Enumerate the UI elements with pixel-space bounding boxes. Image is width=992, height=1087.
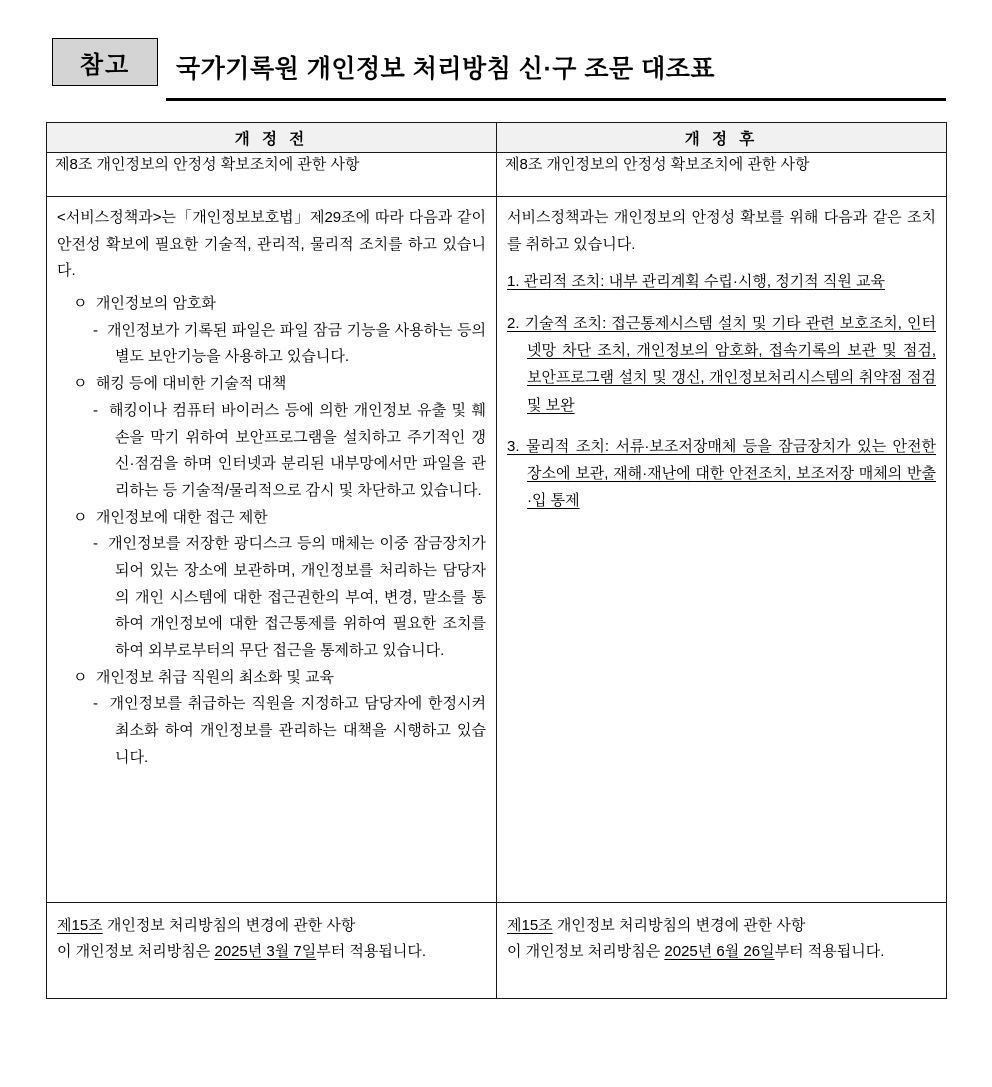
article-8-body-row (47, 197, 947, 903)
before-bullet-encryption: ㅇ 개인정보의 암호화 (73, 295, 216, 313)
spacer (507, 260, 936, 268)
before-bullet-staff-training: ㅇ 개인정보 취급 직원의 최소화 및 교육 (73, 668, 335, 686)
article-15-before-heading: 제15조 개인정보 처리방침의 변경에 관한 사항 (57, 917, 356, 934)
article-15-after-heading: 제15조 개인정보 처리방침의 변경에 관한 사항 (507, 917, 806, 934)
column-header-after: 개 정 후 (497, 123, 947, 153)
article-15-before-cell (47, 903, 497, 999)
article-15-after-cell (497, 903, 947, 999)
article-8-before-body-cell (47, 197, 497, 903)
after-measure-physical: 3. 물리적 조치: 서류·보조저장매체 등을 잠금장치가 있는 안전한 장소에 보관, 재해·재난에 대한 안전조치, 보조저장 매체의 반출·입 통제 (507, 437, 936, 510)
title-underline-rule (166, 36, 946, 101)
before-detail-hacking: - 해킹이나 컴퓨터 바이러스 등에 의한 개인정보 유출 및 훼손을 막기 위하여 보안프로그램을 설치하고 주기적인 갱신·점검을 하며 인터넷과 분리된 내부망에서만 파일을 관리하는 등 기술적/물리적으로 감시 및 차단하고 있습니다. (93, 401, 486, 499)
table-header-row (47, 123, 947, 153)
before-bullet-access-restriction: ㅇ 개인정보에 대한 접근 제한 (73, 508, 268, 526)
article-8-after-heading-cell (497, 153, 947, 197)
article-8-heading-row (47, 153, 947, 197)
article-8-before-heading-cell (47, 153, 497, 197)
before-detail-encryption: - 개인정보가 기록된 파일은 파일 잠금 기능을 사용하는 등의 별도 보안기능을 사용하고 있습니다. (93, 321, 486, 366)
article-15-before-effective-date: 이 개인정보 처리방침은 2025년 3월 7일부터 적용됩니다. (57, 942, 427, 960)
column-header-before: 개 정 전 (47, 123, 497, 153)
document-header (46, 36, 946, 102)
article-8-before-heading: 제8조 개인정보의 안정성 확보조치에 관한 사항 (55, 156, 360, 173)
before-bullet-hacking: ㅇ 해킹 등에 대비한 기술적 대책 (73, 375, 287, 393)
after-measure-technical: 2. 기술적 조치: 접근통제시스템 설치 및 기타 관련 보호조치, 인터넷망 차단 조치, 개인정보의 암호화, 접속기록의 보관 및 점검, 보안프로그램 설치 및 갱신, 개인정보처리시스템의 취약점 점검 및 보완 (507, 314, 936, 414)
article-15-after-effective-date: 이 개인정보 처리방침은 2025년 6월 26일부터 적용됩니다. (507, 942, 885, 960)
after-measure-administrative: 1. 관리적 조치: 내부 관리계획 수립·시행, 정기적 직원 교육 (507, 273, 885, 291)
comparison-table (46, 122, 947, 999)
after-intro-paragraph: 서비스정책과는 개인정보의 안정성 확보를 위해 다음과 같은 조치를 취하고 있습니다. (507, 209, 936, 253)
before-detail-staff-training: - 개인정보를 취급하는 직원을 지정하고 담당자에 한정시켜 최소화 하여 개인정보를 관리하는 대책을 시행하고 있습니다. (93, 695, 486, 766)
article-15-row (47, 903, 947, 999)
article-8-after-heading: 제8조 개인정보의 안정성 확보조치에 관한 사항 (505, 156, 810, 173)
page-title: 국가기록원 개인정보 처리방침 신·구 조문 대조표 (176, 55, 716, 83)
before-detail-access-restriction: - 개인정보를 저장한 광디스크 등의 매체는 이중 잠금장치가 되어 있는 장소에 보관하며, 개인정보를 처리하는 담당자의 개인 시스템에 대한 접근권한의 부여, 변경, 말소를 통하여 개인정보에 대한 접근통제를 위하여 필요한 조치를 하여 외부로부터의 무단 접근을 통제하고 있습니다. (93, 535, 486, 659)
before-intro-paragraph: <서비스정책과>는「개인정보보호법」제29조에 따라 다음과 같이 안전성 확보에 필요한 기술적, 관리적, 물리적 조치를 하고 있습니다. (57, 209, 486, 280)
reference-badge: 참고 (52, 38, 158, 86)
article-8-after-body-cell (497, 197, 947, 903)
